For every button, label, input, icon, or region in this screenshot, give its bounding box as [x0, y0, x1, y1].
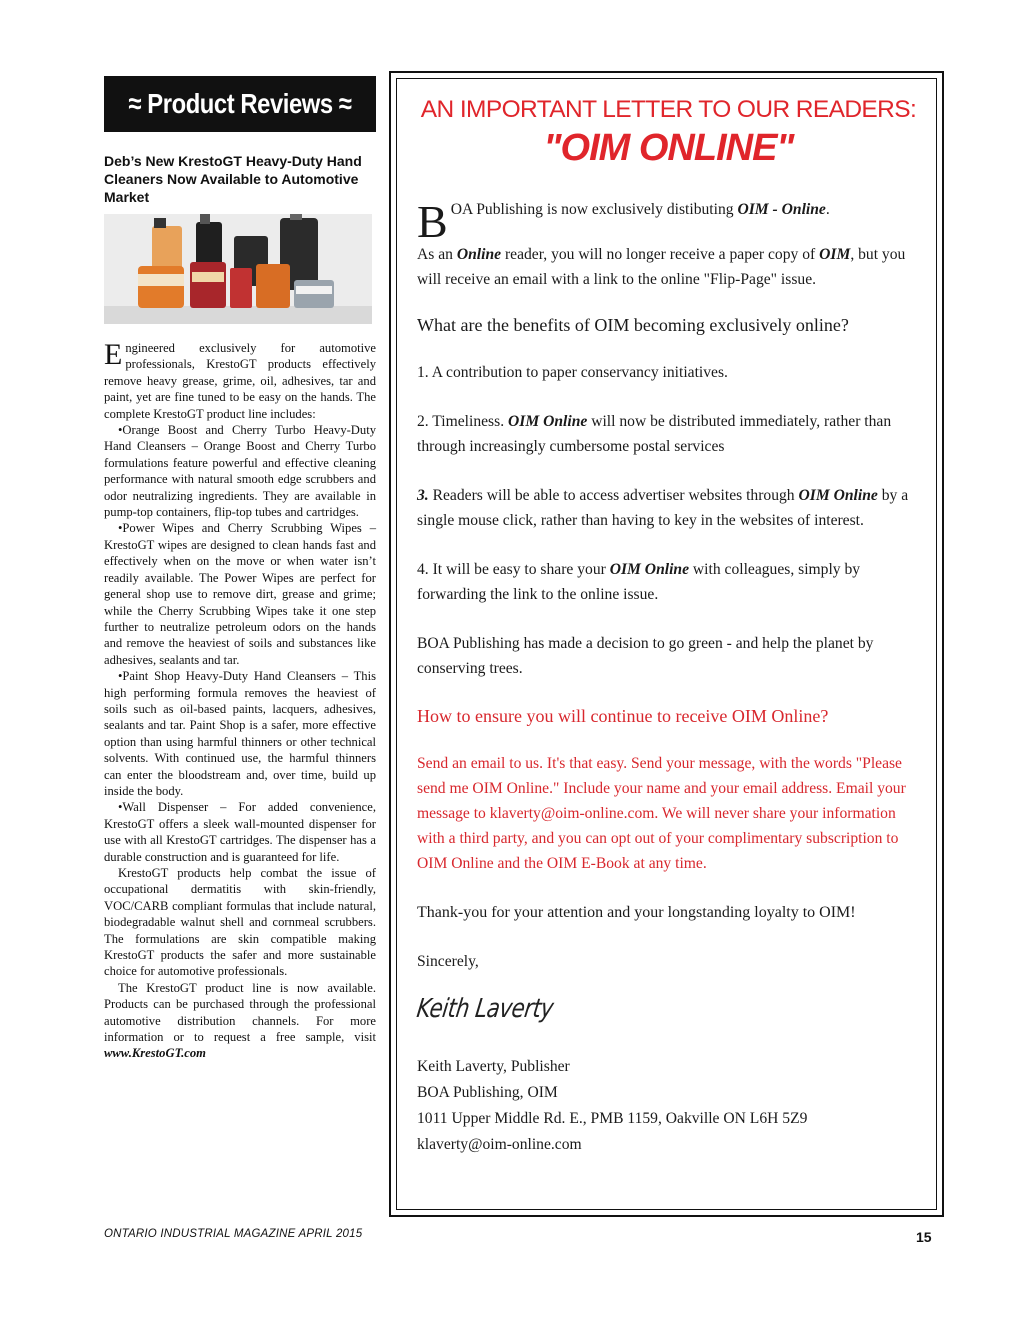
page-number: 15	[916, 1229, 932, 1245]
benefit-item: 2. Timeliness. OIM Online will now be distributed immediately, rather than through increasingly cumbersome postal services	[417, 413, 892, 455]
letter-title: AN IMPORTANT LETTER TO OUR READERS:	[420, 96, 917, 123]
product-photo-illustration	[104, 214, 372, 324]
green-paragraph: BOA Publishing has made a decision to go green - and help the planet by conserving trees.	[417, 635, 874, 677]
letter-paragraph: As an Online reader, you will no longer receive a paper copy of OIM, but you will receive an email with a link to the online "Flip-Page" issue.	[417, 246, 906, 288]
drop-cap: B	[417, 196, 448, 247]
how-body: Send an email to us. It's that easy. Send your message, with the words "Please send me OIM Online." Include your name and your email address. Email your message to klaverty@oim-online.com. We will never share your information with a third party, and you can opt out of your complimentary subscription to OIM Online and the OIM E-Book at any time.	[417, 755, 906, 872]
article-paragraph: •Power Wipes and Cherry Scrubbing Wipes – KrestoGT wipes are designed to clean hands fast and effectively when on the move or when water isn’t readily available. The Power Wipes are perfect for general shop use to remove dirt, grease and grime; while the Cherry Scrubbing Wipes take it one step further to neutralize petroleum odors on the hands and remove the heaviest of soils and substances like adhesives, sealants and tar.	[104, 521, 376, 667]
drop-cap: E	[104, 338, 123, 371]
benefit-item: 3. Readers will be able to access advertiser websites through OIM Online by a single mouse click, rather than having to key in the websites of interest.	[417, 487, 909, 529]
article-paragraph: •Paint Shop Heavy-Duty Hand Cleansers – This high performing formula removes the heaviest of soils such as oil-based paints, lacquers, adhesives, sealants and tar. Paint Shop is a safer, more effective option than using harmful thinners or other technical solvents. With continued use, the harmful thinners can enter the bloodstream and, over time, build up inside the body.	[104, 669, 376, 798]
article-text: ngineered exclusively for automotive professionals, KrestoGT products effectively remove heavy grease, grime, oil, adhesives, tar and paint, yet are fine tuned to be easy on the hands. The complete KrestoGT product line includes:	[104, 341, 376, 421]
benefit-item: 1. A contribution to paper conservancy initiatives.	[417, 364, 728, 381]
signature: Keith Laverty	[414, 994, 556, 1024]
sincerely: Sincerely,	[417, 953, 479, 970]
signature-name: Keith Laverty, Publisher	[417, 1058, 570, 1075]
section-banner: ≈ Product Reviews ≈	[104, 76, 376, 132]
left-column	[104, 76, 376, 1062]
letter-inner-border	[396, 78, 937, 1210]
website-link[interactable]: www.KrestoGT.com	[104, 1046, 206, 1061]
benefit-item: 4. It will be easy to share your OIM Online with colleagues, simply by forwarding the link to the online issue.	[417, 561, 861, 603]
letter-content	[414, 89, 920, 1158]
letter-subtitle: "OIM ONLINE"	[543, 127, 794, 169]
article-paragraph: KrestoGT products help combat the issue of occupational dermatitis with skin-friendly, VOC/CARB compliant formulas that include natural, biodegradable walnut shell and cornmeal scrubbers. The formulations are skin compatible making KrestoGT products the safer and more sustainable choice for automotive professionals.	[104, 866, 376, 979]
signature-email[interactable]: klaverty@oim-online.com	[417, 1136, 582, 1153]
article-paragraph: •Orange Boost and Cherry Turbo Heavy-Duty Hand Cleansers – Orange Boost and Cherry Turbo formulations feature powerful and effective cleaning performance with natural smooth edge scrubbers and odor neutralizing ingredients. They are available in pump-top containers, flip-top tubes and cartridges.	[104, 423, 376, 520]
magazine-footer: ONTARIO INDUSTRIAL MAGAZINE APRIL 2015	[104, 1228, 363, 1240]
product-photo	[104, 214, 372, 324]
article-paragraph	[104, 340, 376, 422]
article-body	[104, 340, 376, 1062]
article-headline: Deb’s New KrestoGT Heavy-Duty Hand Cleaners Now Available to Automotive Market	[104, 153, 362, 205]
article-paragraph: •Wall Dispenser – For added convenience, KrestoGT offers a sleek wall-mounted dispenser for use with all KrestoGT cartridges. The dispenser has a durable construction and is guaranteed for life.	[104, 800, 376, 864]
letter-intro: BOA Publishing is now exclusively distibuting OIM - Online.	[417, 196, 830, 247]
thank-you-line: Thank-you for your attention and your longstanding loyalty to OIM!	[417, 904, 856, 921]
signature-address: 1011 Upper Middle Rd. E., PMB 1159, Oakville ON L6H 5Z9	[417, 1110, 808, 1127]
signature-org: BOA Publishing, OIM	[417, 1084, 558, 1101]
letter-box	[389, 71, 944, 1217]
benefits-heading: What are the benefits of OIM becoming exclusively online?	[417, 315, 849, 335]
article-text: The KrestoGT product line is now available. Products can be purchased through the professional automotive distribution channels. For more information or to request a free sample, visit	[104, 980, 376, 1045]
article-paragraph	[104, 980, 376, 1062]
how-heading: How to ensure you will continue to receive OIM Online?	[417, 706, 829, 726]
